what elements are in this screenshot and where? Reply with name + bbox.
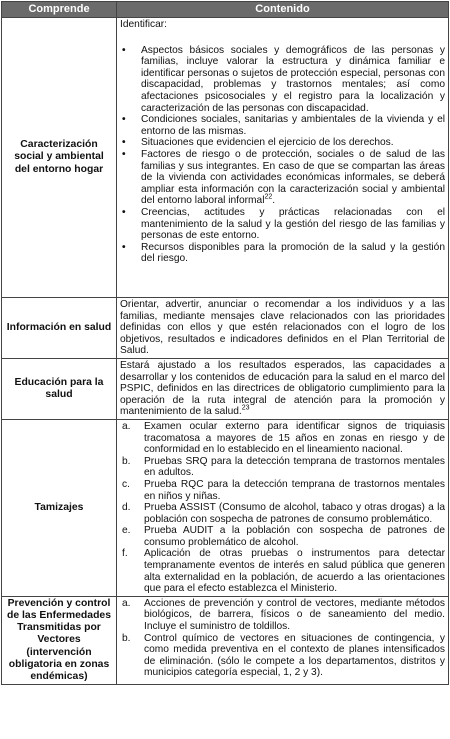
row-content <box>117 596 449 684</box>
list-item <box>120 502 445 525</box>
list-marker: b. <box>122 632 131 644</box>
content-table <box>1 1 449 685</box>
list-item <box>120 548 445 594</box>
intro-text: Identificar: <box>120 19 167 30</box>
list-marker: a. <box>122 420 131 432</box>
row-label: Información en salud <box>2 298 117 359</box>
row-label: Educación para la salud <box>2 358 117 419</box>
list-marker: a. <box>122 597 131 609</box>
list-marker: c. <box>122 478 130 490</box>
list-item <box>120 633 445 679</box>
footnote-ref: 23 <box>241 404 250 412</box>
table-row-caracterizacion <box>2 18 449 298</box>
row-content: Orientar, advertir, anunciar o recomendar a los individuos y a las familias, mediante mensajes clave relacionados con las prioridades definidas con ellos y que estén relacionados con el logro de los objetivos, resultados e indicadores definidos en el Plan Territorial de Salud. <box>117 298 449 359</box>
row-label: Tamizajes <box>2 419 117 596</box>
list-item-text: Pruebas SRQ para la detección temprana de trastornos mentales en adultos. <box>144 455 445 479</box>
table-row-informacion <box>2 298 449 359</box>
row-content <box>117 358 449 419</box>
list-item <box>120 207 445 242</box>
list-item-text: Recursos disponibles para la promoción de la salud y la gestión del riesgo. <box>141 241 445 265</box>
bullet-list <box>120 45 445 265</box>
list-item <box>120 149 445 207</box>
list-item-text: Prueba ASSIST (Consumo de alcohol, tabaco y otras drogas) a la población con sospecha de patrones de consumo problemático. <box>144 502 445 525</box>
list-marker: f. <box>122 548 128 560</box>
footnote-ref: 22 <box>264 193 273 201</box>
row-content <box>117 18 449 298</box>
list-marker: d. <box>122 502 131 514</box>
list-marker: e. <box>122 525 131 537</box>
lettered-list <box>120 598 445 679</box>
header-comprende: Comprende <box>2 2 117 18</box>
table-row-prevencion <box>2 596 449 684</box>
list-item-text: Aspectos básicos sociales y demográficos de las personas y familias, incluye valorar la estructura y dinámica familiar e identificar personas o sujetos de protección especial, personas con discapacidad, problemas y trastornos mentales; así como afectaciones psicosociales y el registro para la localización y caracterización de las personas con discapacidad. <box>141 44 445 114</box>
bullet-icon: • <box>122 44 126 56</box>
list-item-text: Factores de riesgo o de protección, sociales o de salud de las familias y sus integrantes. En caso de que se compartan las áreas de la vivienda con actividades económicas informales, se deberá ampliar esta información con la caracterización social y ambiental del entorno laboral informal <box>141 148 445 207</box>
list-item <box>120 45 445 115</box>
list-item-text: Aplicación de otras pruebas o instrumentos para detectar tempranamente eventos de interés en salud pública que generen alta externalidad en la población, de acuerdo a las orientaciones que para el efecto establezca el Ministerio. <box>144 548 445 595</box>
bullet-icon: • <box>122 114 126 126</box>
list-item-text: Prueba RQC para la detección temprana de trastornos mentales en niños y niñas. <box>144 478 445 502</box>
table-row-tamizajes <box>2 419 449 596</box>
row-label: Caracterización social y ambiental del entorno hogar <box>2 18 117 298</box>
list-item-text: Situaciones que evidencien el ejercicio de los derechos. <box>141 137 394 149</box>
list-item-end: . <box>272 195 276 207</box>
lettered-list <box>120 421 445 595</box>
bullet-icon: • <box>122 241 126 253</box>
header-contenido: Contenido <box>117 2 449 18</box>
list-item <box>120 479 445 502</box>
list-item-text: Prueba AUDIT a la población con sospecha de patrones de consumo problemático de alcohol. <box>144 525 445 548</box>
list-item <box>120 456 445 479</box>
list-marker: b. <box>122 455 131 467</box>
list-item-text: Examen ocular externo para identificar signos de triquiasis tracomatosa a mayores de 15 años en zonas en riesgo y de conformidad en lo establecido en el lineamiento nacional. <box>144 420 445 456</box>
list-item-text: Condiciones sociales, sanitarias y ambientales de la vivienda y el entorno de las mismas. <box>141 114 445 137</box>
list-item-text: Acciones de prevención y control de vectores, mediante métodos biológicos, de barrera, físicos o de saneamiento del medio. Incluye el suministro de toldillos. <box>144 597 445 633</box>
list-item <box>120 598 445 633</box>
list-item-text: Control químico de vectores en situaciones de contingencia, y como medida preventiva en el contexto de planes intensificados de eliminación. (sólo le compete a los departamentos, distritos y municipios categoría especial, 1, 2 y 3). <box>144 632 445 679</box>
list-item <box>120 421 445 456</box>
list-item <box>120 114 445 137</box>
bullet-icon: • <box>122 206 126 218</box>
bullet-icon: • <box>122 148 126 160</box>
row-label: Prevención y control de las Enfermedades Transmitidas por Vectores (intervención obligatoria en zonas endémicas) <box>2 596 117 684</box>
paragraph-text: Estará ajustado a los resultados esperados, las capacidades a desarrollar y los contenidos de educación para la salud en el marco del PSPIC, definidos en las directrices de obligatorio cumplimiento para la operación de la ruta integral de atención para la promoción y mantenimiento de la salud. <box>120 359 445 418</box>
table-header-row <box>2 2 449 18</box>
table-row-educacion <box>2 358 449 419</box>
list-item <box>120 137 445 149</box>
row-content <box>117 419 449 596</box>
bullet-icon: • <box>122 137 126 149</box>
list-item <box>120 242 445 265</box>
list-item <box>120 525 445 548</box>
list-item-text: Creencias, actitudes y prácticas relacionadas con el mantenimiento de la salud y la gestión del riesgo de las familias y personas de este entorno. <box>141 206 445 242</box>
